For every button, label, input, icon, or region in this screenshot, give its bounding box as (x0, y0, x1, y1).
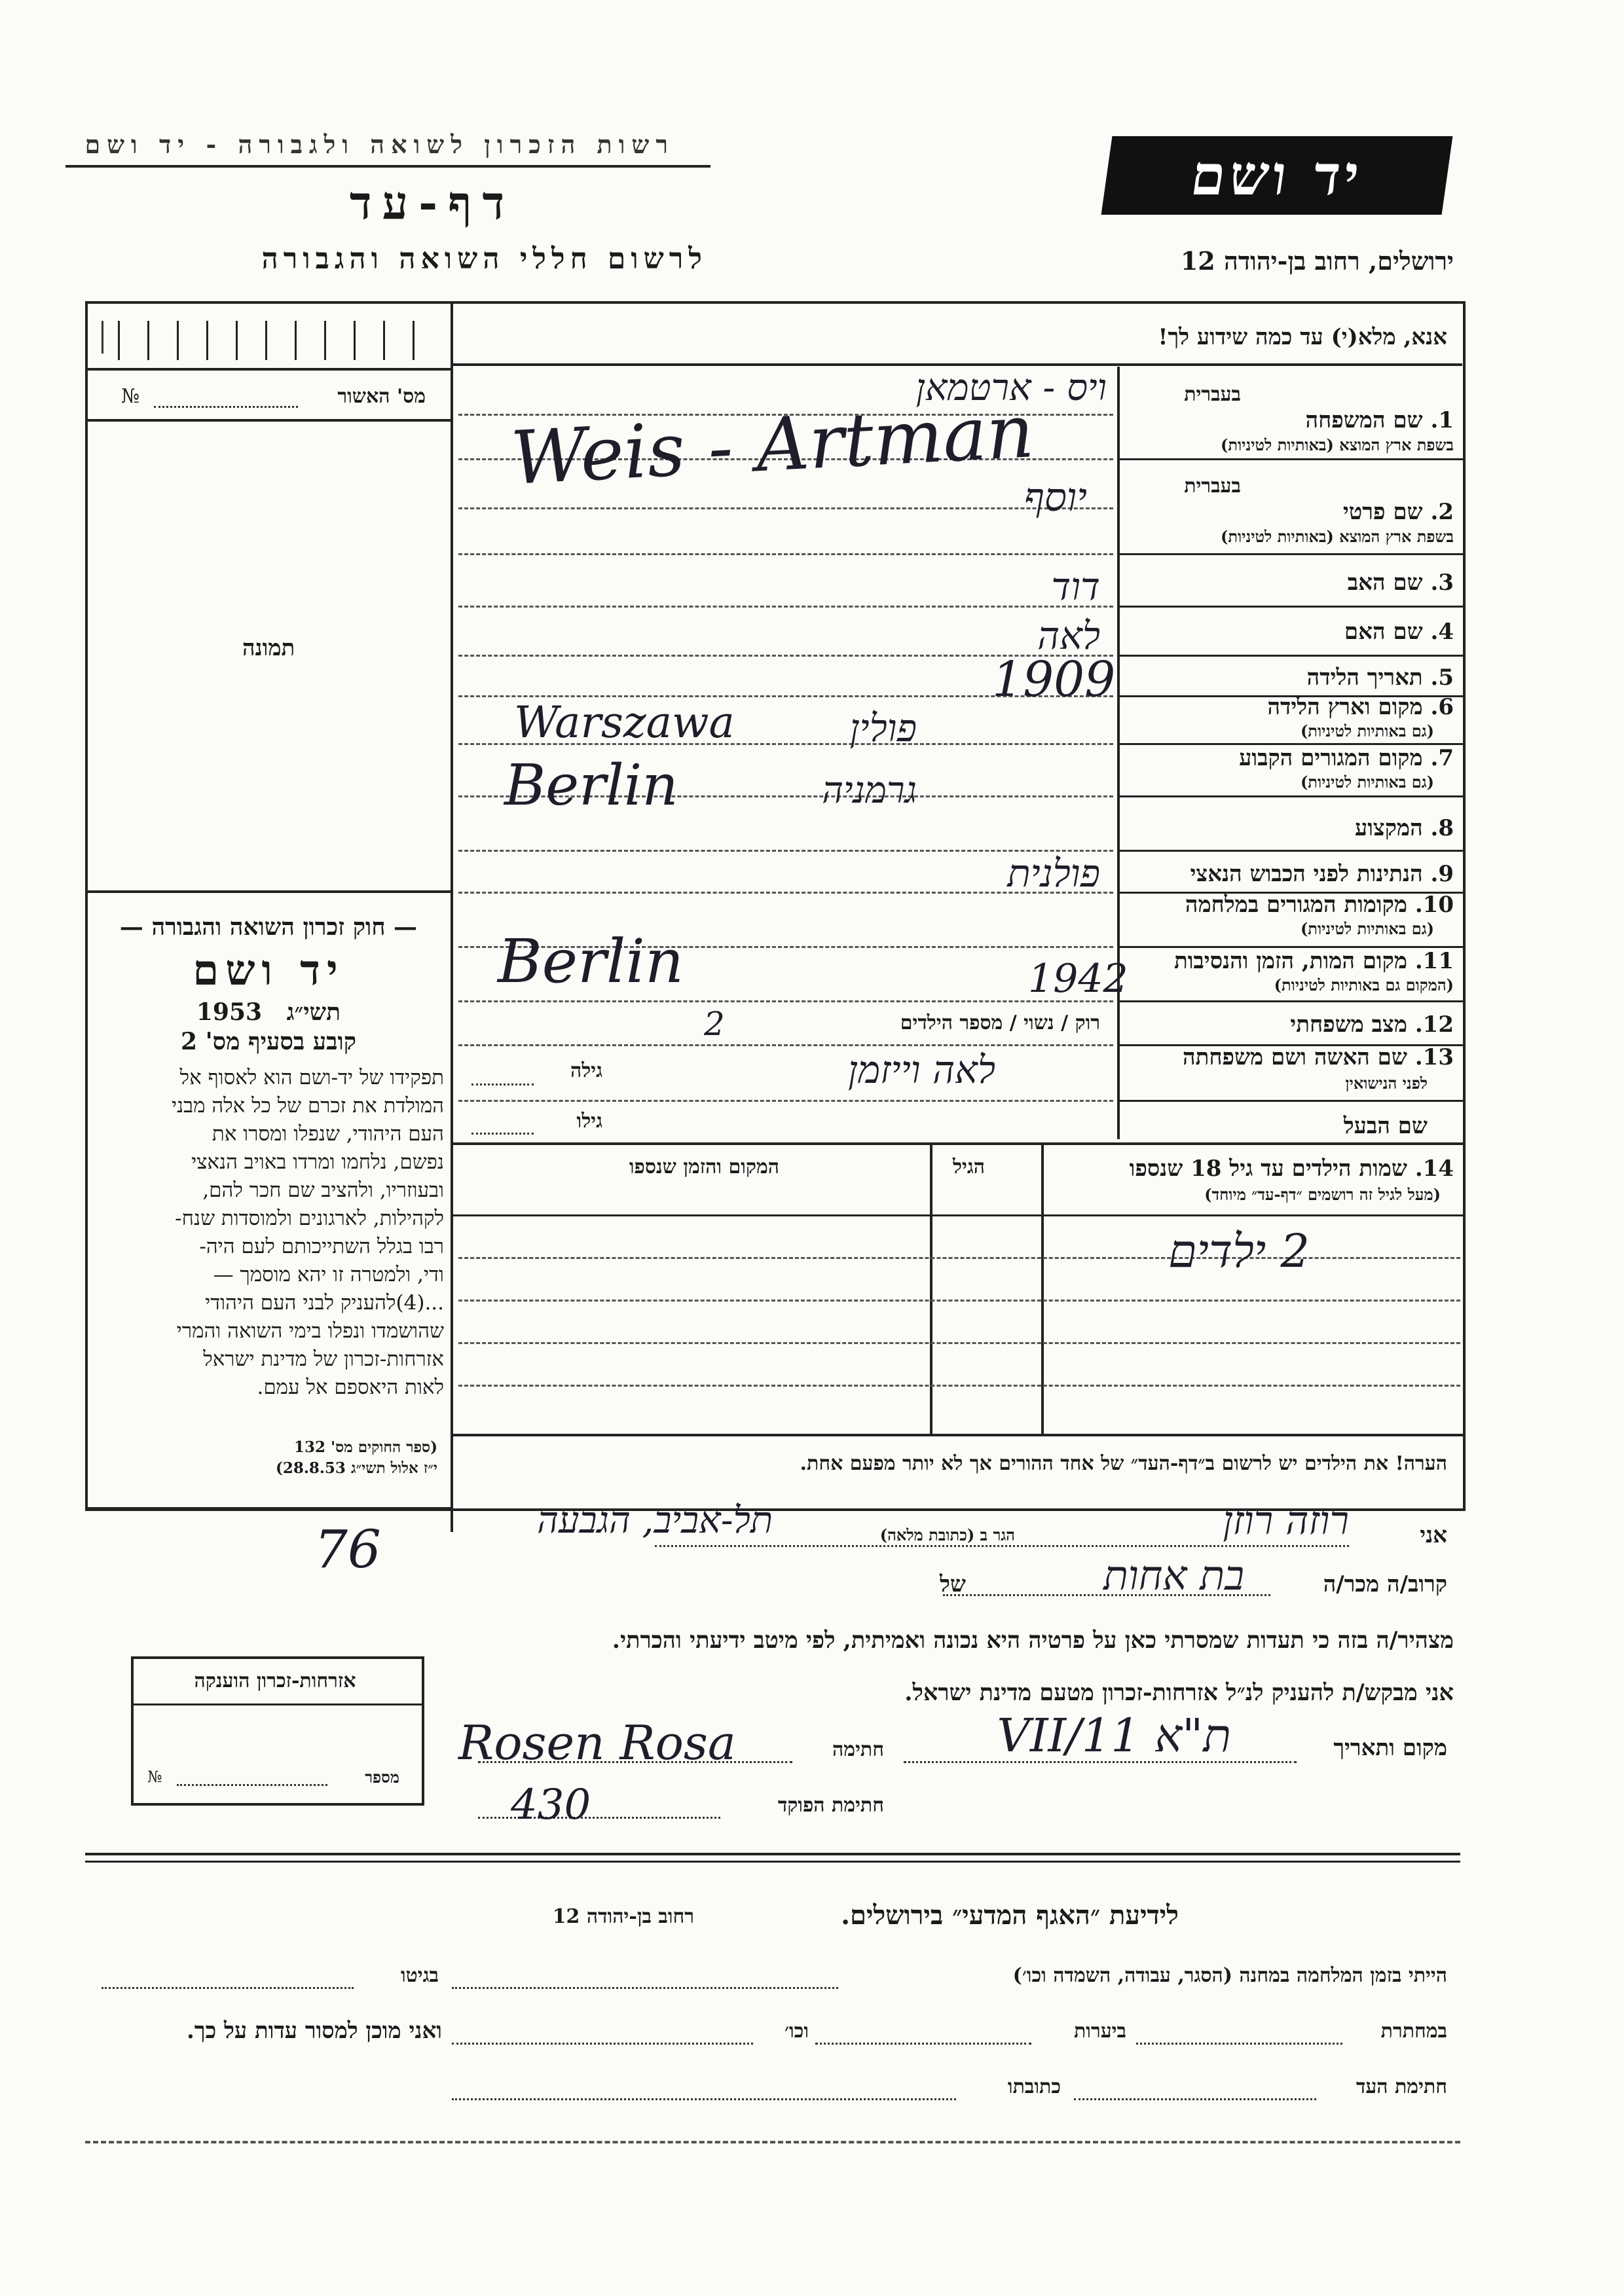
bottom-rule-1 (85, 1853, 1460, 1855)
sidebar-divider (451, 301, 453, 1532)
bottom-line3b: כתובתו (1007, 2075, 1061, 2098)
hw-witness-name: רוזה רוזן (1223, 1498, 1349, 1544)
law-clause: קובע בסעיף מס' 2 (181, 1028, 356, 1055)
col-place-header: המקום והזמן שנספו (629, 1156, 779, 1178)
hw-father: דוד (1051, 564, 1100, 609)
hw-children-count: 2 (704, 1005, 725, 1043)
photo-label: תמונה (242, 635, 295, 661)
hw-birth-place-heb: פולין (849, 706, 917, 750)
decl-statement: מצהיר/ה בזה כי תעדות שמסרתי כאן על פרטיה היא נכונה ואמיתית, לפי מיטב ידיעתי והכרתי. (612, 1627, 1454, 1654)
field-9-label: 9. הנתינות לפני הכבוש הנאצי (1190, 861, 1454, 887)
field-1-heb-tag: בעברית (1184, 383, 1241, 406)
law-title: — חוק זכרון השואה והגבורה — (119, 913, 418, 941)
logo: יד ושם (1101, 136, 1453, 215)
bottom-title: לידיעת ״האגף המדעי״ בירושלים. (841, 1900, 1179, 1931)
field-6-note: (גם באותיות לטיניות) (1300, 721, 1434, 740)
col-age-header: הגיל (953, 1156, 986, 1178)
bottom-line1b: בגיטו (400, 1964, 439, 1987)
hw-wife: לאה וייזמן (848, 1048, 995, 1092)
bottom-line2c: וכו׳ (784, 2020, 809, 2043)
hw-relation: בת אחות (1103, 1552, 1244, 1599)
bottom-rule-end (85, 2141, 1460, 2143)
bottom-rule-2 (85, 1861, 1460, 1863)
citizenship-title: אזרחות-זכרון הוענקה (194, 1669, 356, 1692)
col-divider-age (1041, 1142, 1044, 1434)
bottom-line1a: הייתי בזמן המלחמה במחנה (הסגר, עבודה, השמדה וכו׳) (1012, 1964, 1447, 1987)
field-6-label: 6. מקום וארץ הלידה (1267, 694, 1454, 720)
bottom-line2d: ואני מוכן למסור עדות על כך. (187, 2018, 442, 2044)
decl-ani: אני (1420, 1522, 1447, 1548)
husband-label: שם הבעל (1343, 1113, 1428, 1139)
field-7-label: 7. מקום המגורים הקבוע (1239, 745, 1454, 771)
field-13-label: 13. שם האשה ושם משפחתה (1183, 1044, 1454, 1070)
hw-signature: Rosen Rosa (458, 1715, 736, 1770)
field-12-options: רוק / נשוי / מספר הילדים (900, 1011, 1100, 1034)
hw-children: 2 ילדים (1168, 1224, 1310, 1278)
decl-request: אני מבקש/ת להעניק לנ״ל אזרחות-זכרון מטעם מדינת ישראל. (904, 1679, 1454, 1706)
top-strip: רשות הזכרון לשואה ולגבורה - יד ושם (84, 130, 674, 159)
decl-shel: של (940, 1571, 966, 1597)
field-14-label: 14. שמות הילדים עד גיל 18 שנספו (1129, 1156, 1454, 1182)
hw-birth-place-latin: Warszawa (514, 697, 735, 748)
clerk-label: חתימת הפוקד (777, 1794, 884, 1817)
hw-residence-heb: גרמניה (822, 769, 917, 812)
bottom-address: רחוב בן-יהודה 12 (552, 1905, 694, 1928)
bottom-line2a: במחתרת (1380, 2020, 1447, 2043)
field-13-note: לפני הנישואין (1345, 1074, 1428, 1093)
hw-first-heb: יוסף (1024, 475, 1087, 520)
hw-death-latin: Berlin (498, 926, 684, 996)
field-10-note: (גם באותיות לטיניות) (1300, 919, 1434, 938)
citizenship-number-label: מספר (365, 1768, 399, 1787)
field-2-latin-note: בשפת ארץ המוצא (באותיות לטיניות) (1221, 527, 1454, 546)
law-year: 1953 תשי״ג (196, 998, 341, 1026)
field-4-label: 4. שם האם (1344, 619, 1454, 645)
cert-no-label: מס' האשור (337, 385, 426, 408)
hw-place-date: ת"א 11/VII (997, 1709, 1231, 1762)
wife-age-label: גילה (570, 1059, 602, 1082)
form-intro: אנא, מלא(י) עד כמה שידוע לך! (1158, 324, 1447, 350)
field-2-heb-tag: בעברית (1184, 475, 1241, 498)
field-7-note: (גם באותיות לטיניות) (1300, 773, 1434, 792)
col-divider-place (930, 1142, 932, 1434)
hw-family-latin: Weis - Artman (509, 389, 1037, 501)
field-1-label: 1. שם המשפחה (1305, 407, 1454, 433)
page-subtitle: לרשום חללי השואה והגבורה (261, 242, 707, 276)
cert-number-boxes[interactable] (88, 308, 449, 367)
field-11-note: (המקום גם באותיות לטיניות) (1274, 975, 1454, 994)
bottom-line3a: חתימת העד (1356, 2075, 1447, 2098)
cert-no-symbol: № (121, 385, 140, 408)
law-body: תפקידו של יד-ושם הוא לאסוף אל המולדת את זכרם של כל אלה מבני העם היהודי, שנפלו ומסרו את נפשם, נלחמו ומרדו באויב הנאצי ובעוזריו, ולהציב שם חכר להם, לקהילות, לארגונים ולמוסדות שנח- רבו בגלל השתייכותם לעם היה- ודי, ולמטרה זו יהא מוסמך — ...(4)להעניק לבני העם היהודי שהושמדו ונפלו בימי השואה והמרי אזרחות-זכרון של מדינת ישראל לאות היאספם אל עמם. (171, 1066, 444, 1399)
hw-death-year: 1942 (1028, 956, 1128, 1002)
hw-clerk-sig: 430 (511, 1781, 591, 1829)
field-5-label: 5. תאריך הלידה (1306, 665, 1454, 691)
field-1-latin-note: בשפת ארץ המוצא (באותיות לטיניות) (1221, 435, 1454, 454)
top-strip-rule (65, 165, 710, 168)
address: ירושלים, רחוב בן-יהודה 12 (1180, 246, 1454, 276)
hw-birth-year: 1909 (992, 651, 1116, 708)
law-source: (ספר החוקים מס' 132 י״ז אלול תשי״ג 28.8.53) (276, 1438, 437, 1477)
field-10-label: 10. מקומות המגורים במלחמה (1185, 892, 1454, 918)
hw-address: תל-אביב, הגבעה (537, 1499, 773, 1542)
intro-rule (451, 363, 1462, 366)
field-2-label: 2. שם פרטי (1342, 499, 1454, 525)
husband-age-label: גילו (576, 1110, 602, 1133)
bottom-line2b: ביערות (1073, 2020, 1126, 2043)
label-divider (1117, 367, 1120, 1139)
decl-gar-b: הגר ב (כתובת מלאה) (879, 1525, 1015, 1544)
field-3-label: 3. שם האב (1347, 570, 1454, 596)
field-11-label: 11. מקום המות, הזמן והנסיבות (1173, 948, 1454, 974)
decl-karov: קרוב/ה מכר/ה (1323, 1571, 1447, 1597)
law-name: יד ושם (193, 946, 344, 995)
page-title: דף-עד (349, 175, 515, 230)
hw-nationality: פולנית (1007, 851, 1100, 896)
hw-number: 76 (314, 1519, 381, 1580)
signature-label: חתימה (832, 1738, 884, 1761)
field-12-label: 12. מצב משפחתי (1290, 1011, 1454, 1038)
field-8-label: 8. המקצוע (1354, 815, 1454, 841)
place-date-label: מקום ותאריך (1333, 1735, 1447, 1761)
hw-residence-latin: Berlin (504, 753, 678, 818)
hw-family-heb: ויס - ארטמאן (915, 367, 1107, 409)
hw-mother: לאה (1037, 613, 1100, 658)
field-14-note: (מעל לגיל זה רושמים ״דף-עד״ מיוחד) (1204, 1185, 1441, 1204)
citizenship-number-symbol: № (147, 1768, 162, 1786)
children-note: הערה! את הילדים יש לרשום ב״דף-העד״ של אחד ההורים אך לא יותר מפעם אחת. (800, 1452, 1447, 1475)
